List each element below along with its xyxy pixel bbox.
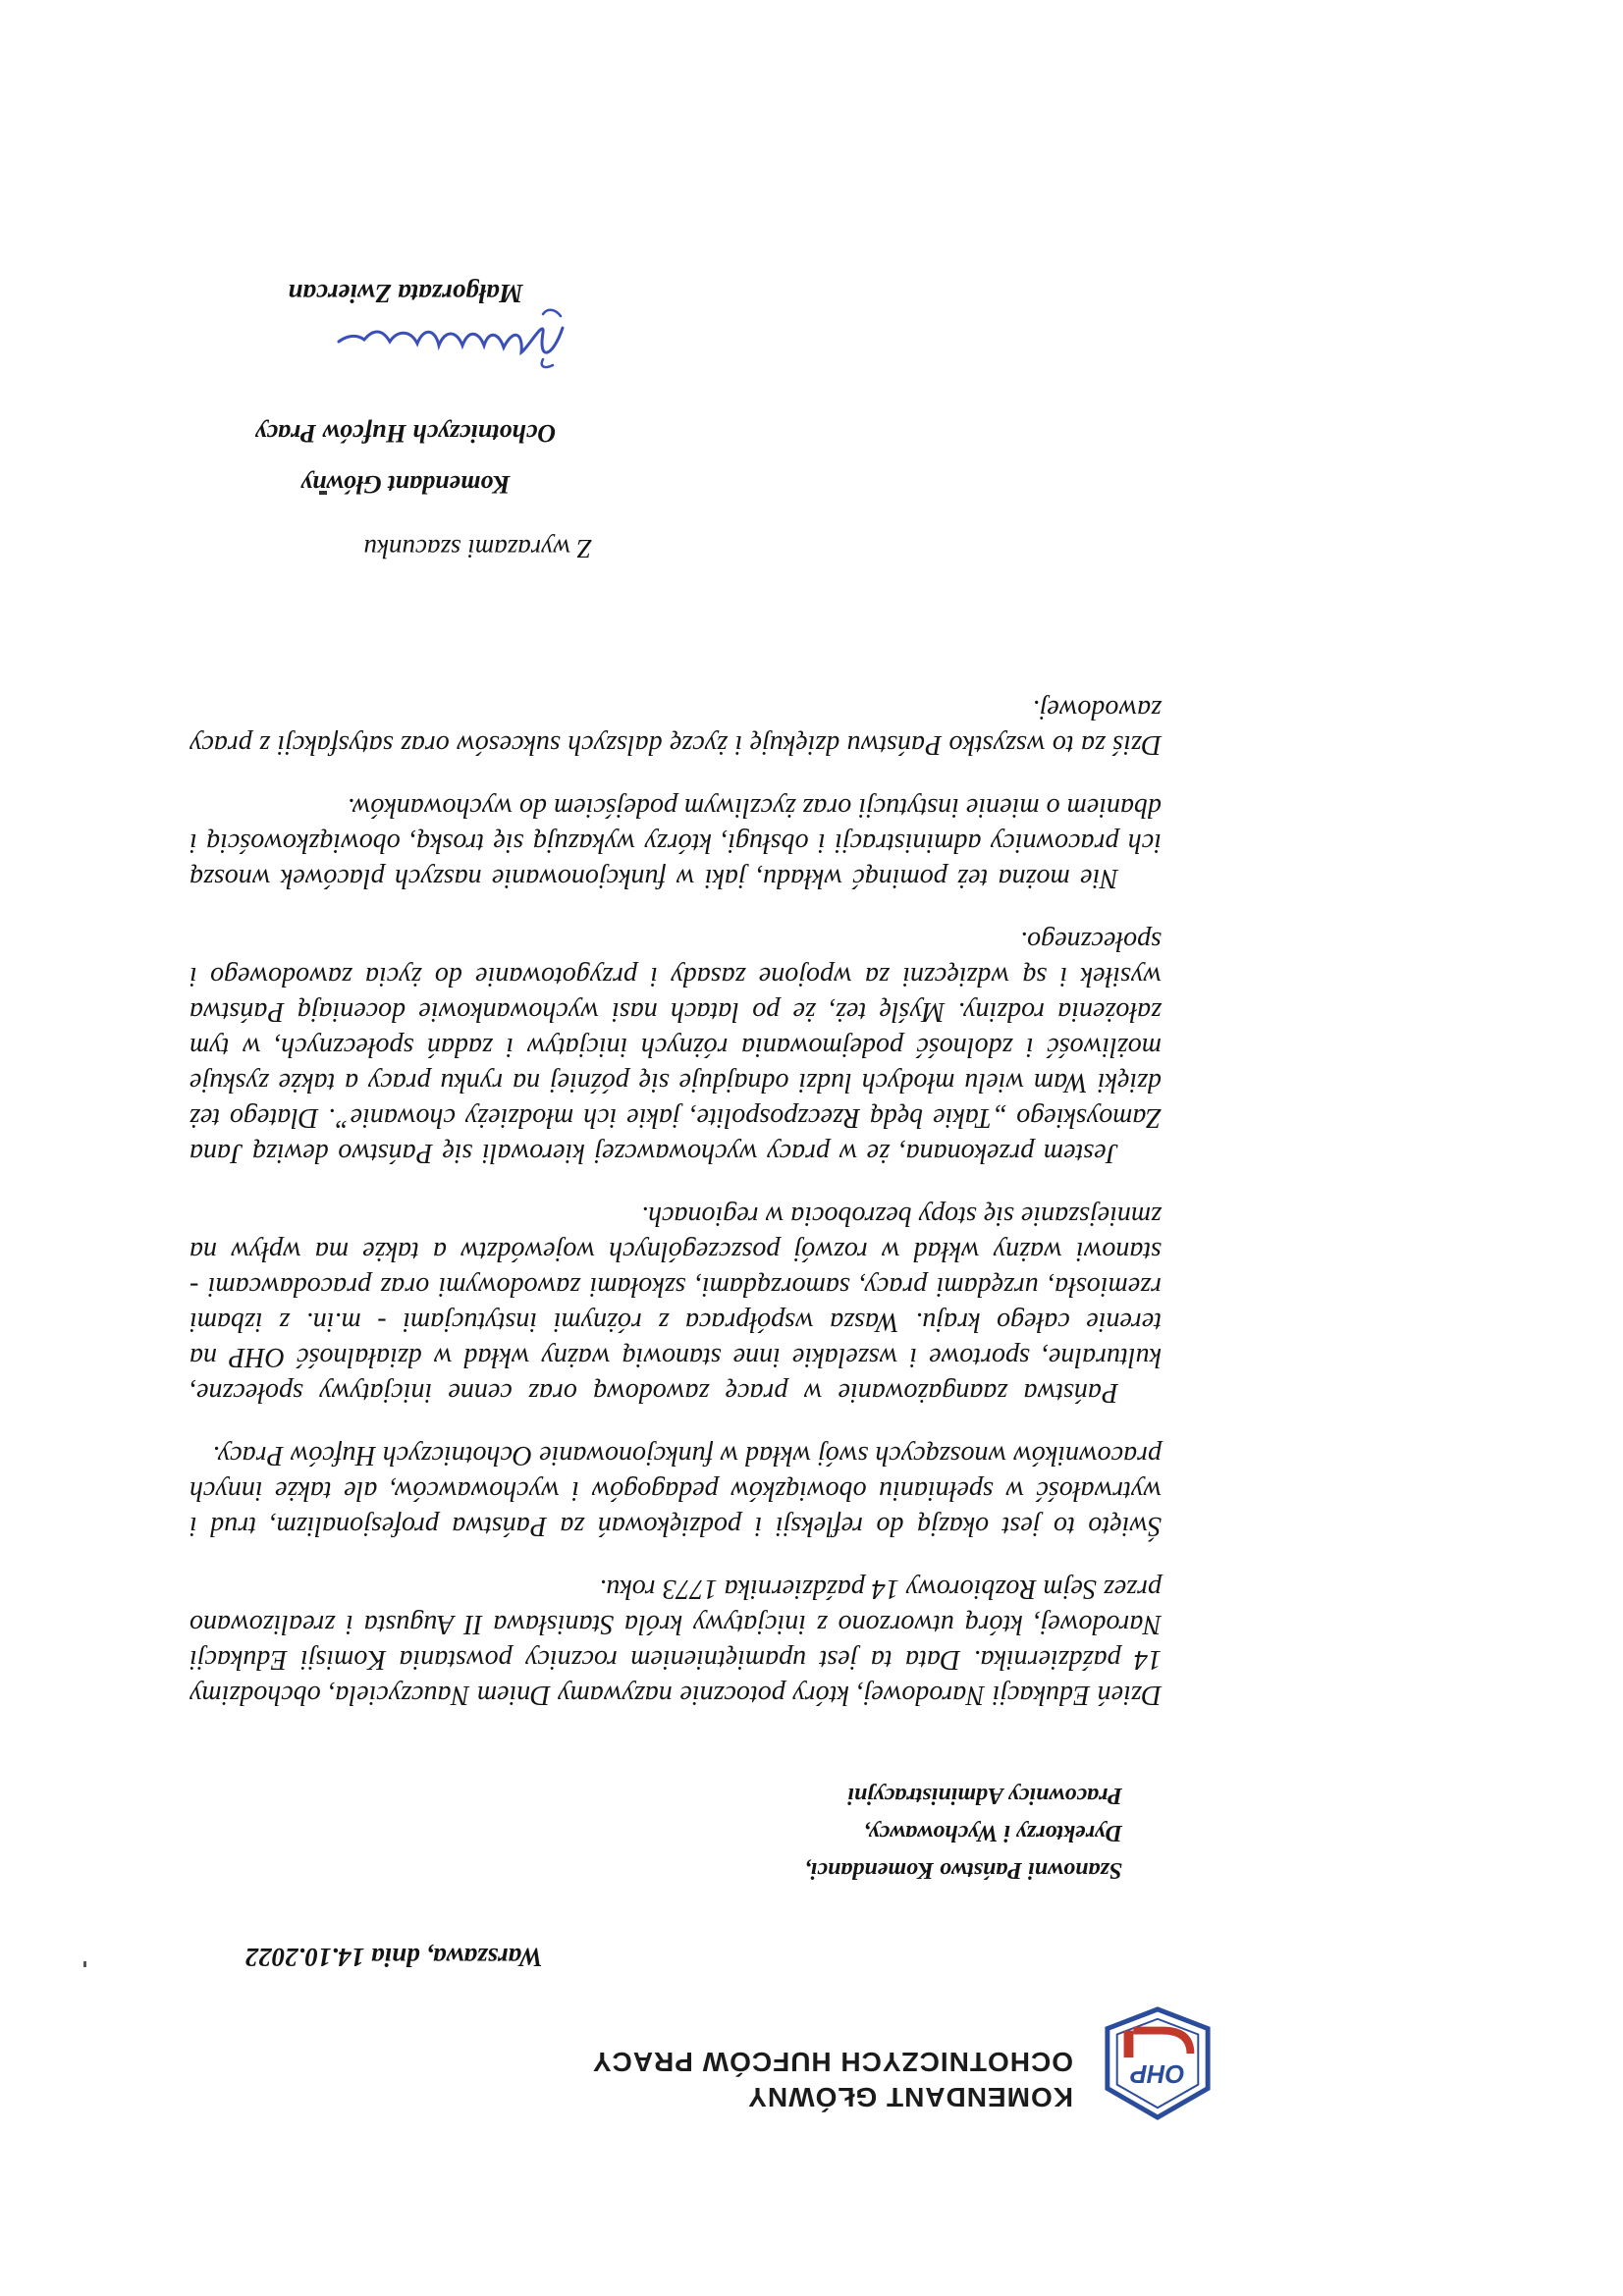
- closing-line: Z wyrazami szacunku: [363, 534, 592, 563]
- org-line-1: KOMENDANT GŁÓWNY: [747, 2082, 1073, 2112]
- salutation-line-2: Dyrektorzy i Wychowawcy,: [863, 1820, 1122, 1845]
- ohp-logo-icon: [1100, 2005, 1216, 2121]
- salutation-line-3: Pracownicy Administracyjni: [847, 1783, 1122, 1808]
- paragraph-5: Nie można też pominąć wkładu, jaki w funkcjonowanie naszych placówek wnoszą ich pracownicy administracji i obsługi, którzy wykazują się troską, obowiązkowością i dbaniem o mienie instytucji oraz życzliwym podejściem do wychowanków.: [189, 792, 1162, 893]
- handwritten-signature: [327, 298, 582, 387]
- signatory-title-line-2: Ochotniczych Hufców Pracy: [254, 419, 557, 448]
- signatory-title: [219, 407, 592, 509]
- scan-mark: [83, 1961, 86, 1967]
- letter-body: [189, 664, 1162, 1712]
- logo-text: OHP: [1130, 2058, 1185, 2087]
- signatory-name: Małgorzata Zwiercan: [288, 279, 523, 308]
- date-line: Warszawa, dnia 14.10.2022: [244, 1943, 543, 1972]
- paragraph-1: Dzień Edukacji Narodowej, który potocznie nazywamy Dniem Nauczyciela, obchodzimy 14 października. Data ta jest upamiętnieniem rocznicy powstania Komisji Edukacji Narodowej, którą utworzono z inicjatywy króla Stanisława II Augusta i zrealizowano przez Sejm Rozbiorowy 14 października 1773 roku.: [189, 1574, 1162, 1710]
- paragraph-2: Święto to jest okazją do refleksji i podziękowań za Państwa profesjonalizm, trud i wytrwałość w spełnianiu obowiązków pedagogów i wychowawców, ale także innych pracowników wnoszących swój wkład w funkcjonowanie Ochotniczych Hufców Pracy.: [189, 1440, 1162, 1541]
- paragraph-3: Państwa zaangażowanie w pracę zawodową oraz cenne inicjatywy społeczne, kulturalne, sportowe i wszelakie inne stanowią ważny wkład w działalność OHP na terenie całego kraju. Wasza współpraca z różnymi instytucjami - m.in. z izbami rzemiosła, urzędami pracy, samorządami, szkołami zawodowymi oraz pracodawcami - stanowi ważny wkład w rozwój poszczególnych województw a także ma wpływ na zmniejszanie się stopy bezrobocia w regionach.: [189, 1201, 1162, 1408]
- signatory-title-line-1: Komendant Główny: [300, 470, 511, 499]
- salutation-line-1: Szanowni Państwo Komendanci,: [804, 1857, 1122, 1883]
- salutation: [805, 1777, 1122, 1889]
- org-line-2: OCHOTNICZYCH HUFCÓW PRACY: [591, 2047, 1073, 2077]
- organization-name: [592, 2044, 1073, 2114]
- paragraph-4: Jestem przekonana, że w pracy wychowawczej kierowali się Państwo dewizą Jana Zamoyskiego „Takie będą Rzeczpospolite, jakie ich młodzieży chowanie”. Dlatego też dzięki Wam wielu młodych ludzi odnajduje się później na rynku pracy a także zyskuje możliwość i zdolność podejmowania różnych inicjatyw i zadań społecznych, w tym założenia rodziny. Myślę też, że po latach nasi wychowankowie doceniają Państwa wysiłek i są wdzięczni za wpojone zasady i przygotowanie do życia zawodowego i społecznego.: [189, 926, 1162, 1168]
- paragraph-6: Dziś za to wszystko Państwu dziękuję i życzę dalszych sukcesów oraz satysfakcji z pracy zawodowej.: [189, 694, 1162, 760]
